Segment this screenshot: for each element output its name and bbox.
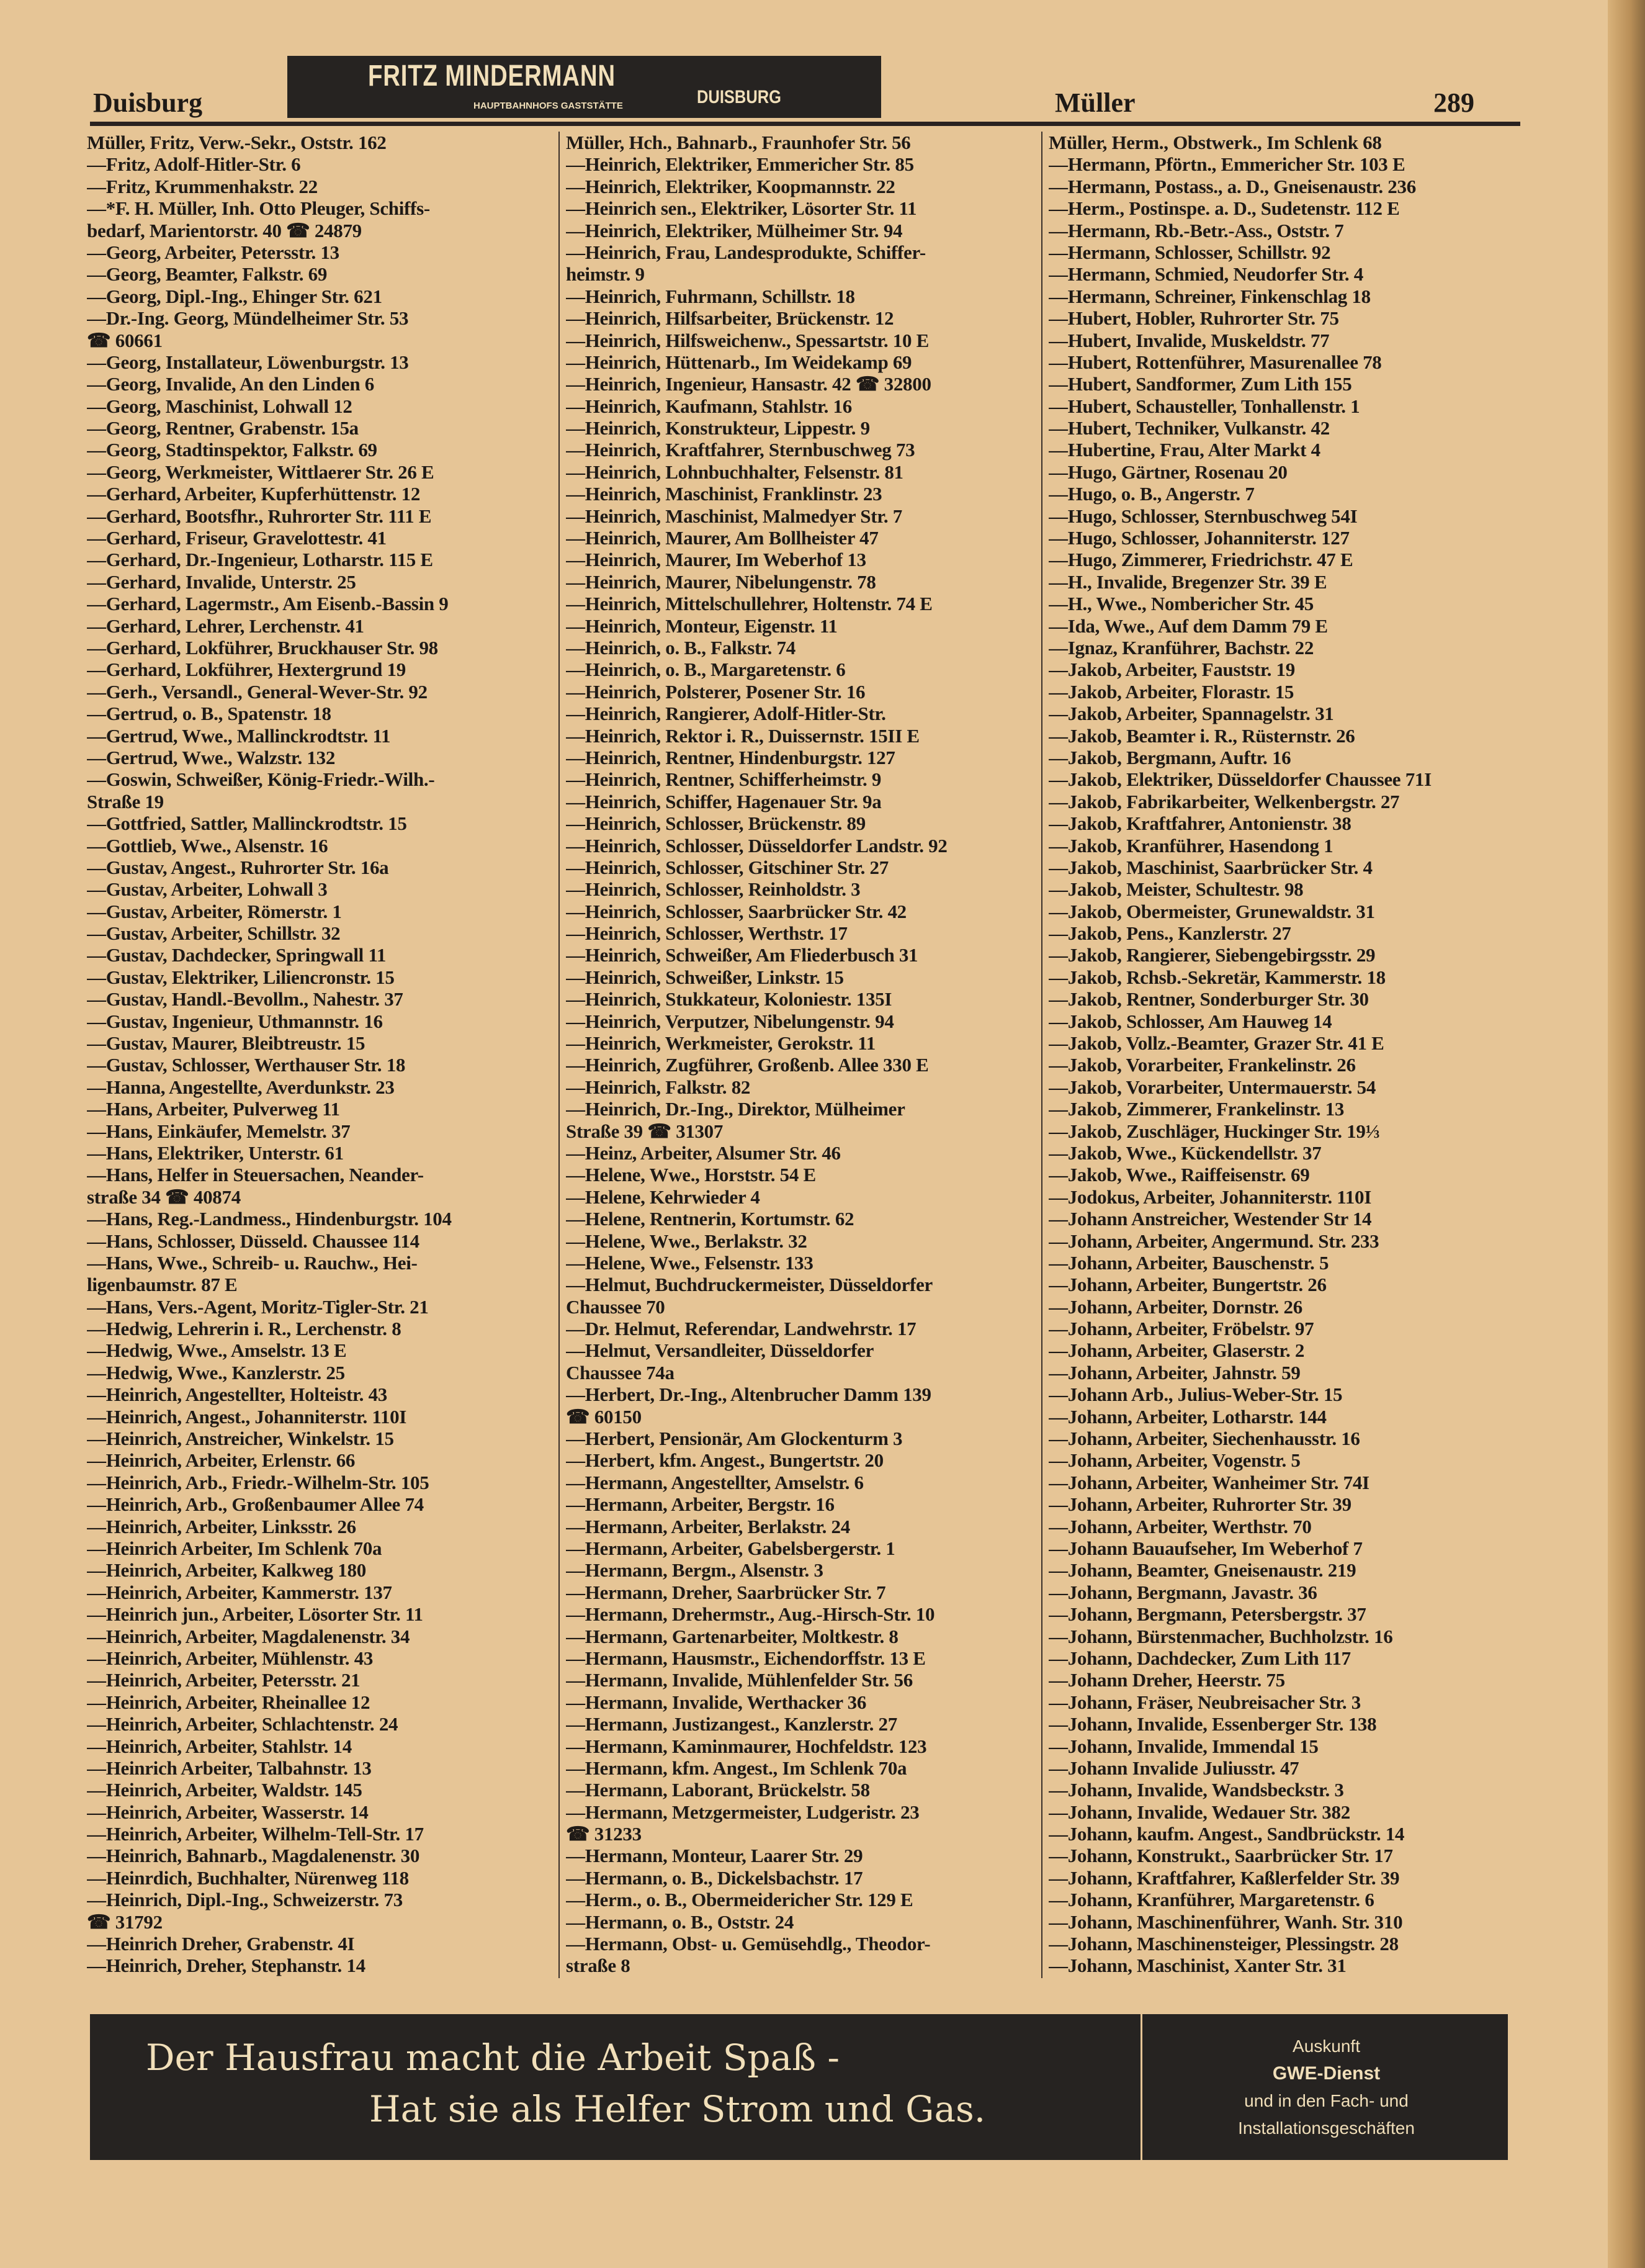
directory-entry-line: —Jakob, Schlosser, Am Hauweg 14 [1049,1010,1332,1032]
directory-entry-line: —Heinrich, Fuhrmann, Schillstr. 18 [566,285,855,307]
directory-entry-line: —Herbert, Pensionär, Am Glockenturm 3 [566,1428,903,1450]
directory-entry-line: —Johann, Arbeiter, Dornstr. 26 [1049,1295,1302,1318]
directory-entry-line: —Heinrich, Polsterer, Posener Str. 16 [566,680,866,703]
directory-entry-line: ☎ 60150 [566,1405,642,1428]
directory-entry-line: —Johann, Maschinist, Xanter Str. 31 [1049,1955,1347,1977]
ad-info [1145,2033,1508,2142]
directory-entry-line: —Hans, Schlosser, Düsseld. Chaussee 114 [87,1230,419,1252]
directory-entry-line: —Heinrich, Kraftfahrer, Sternbuschweg 73 [566,439,915,461]
directory-entry-line: —Heinrich, Hilfsarbeiter, Brückenstr. 12 [566,307,894,330]
directory-entry-line: ☎ 60661 [87,329,163,351]
directory-entry-line: —Johann, Invalide, Wedauer Str. 382 [1049,1801,1350,1823]
directory-entry-line: —Heinrich, Stukkateur, Koloniestr. 135I [566,988,892,1010]
directory-entry-line: —Heinrich, Schlosser, Brückenstr. 89 [566,812,866,835]
directory-entry-line: —Heinrich, Werkmeister, Gerokstr. 11 [566,1032,876,1055]
directory-entry-line: —Hans, Einkäufer, Memelstr. 37 [87,1120,351,1142]
directory-entry-line: —H., Wwe., Nombericher Str. 45 [1049,593,1314,615]
directory-entry-line: —Heinrich Arbeiter, Im Schlenk 70a [87,1537,382,1559]
directory-entry-line: —Gerh., Versandl., General-Wever-Str. 92 [87,680,428,703]
directory-entry-line: —Gustav, Elektriker, Liliencronstr. 15 [87,966,395,988]
page-edge [1608,0,1645,2268]
directory-entry-line: —Heinrich, Schlosser, Reinholdstr. 3 [566,878,861,901]
directory-entry-line: —Helene, Wwe., Felsenstr. 133 [566,1251,814,1274]
ad-info-line3: und in den Fach- und [1244,2091,1409,2110]
directory-entry-line: —Heinrich sen., Elektriker, Lösorter Str. 11 [566,197,917,220]
directory-entry-line: —Jakob, Rentner, Sonderburger Str. 30 [1049,988,1369,1010]
directory-entry-line: —Georg, Stadtinspektor, Falkstr. 69 [87,439,377,461]
directory-entry-line: —Hermann, Kaminmaurer, Hochfeldstr. 123 [566,1735,927,1757]
directory-entry-line: —Helene, Kehrwieder 4 [566,1186,760,1208]
directory-entry-line: ☎ 31233 [566,1823,642,1845]
directory-entry-line: —Heinrich, Schiffer, Hagenauer Str. 9a [566,790,882,812]
directory-entry-line: —Heinrich, Schlosser, Düsseldorfer Landstr. 92 [566,834,948,857]
directory-entry-line: —Jakob, Elektriker, Düsseldorfer Chaussee 71I [1049,768,1432,791]
directory-entry-line: —Georg, Installateur, Löwenburgstr. 13 [87,351,409,373]
directory-entry-line: —Jakob, Arbeiter, Florastr. 15 [1049,680,1294,703]
directory-entry-line: —Hermann, Schmied, Neudorfer Str. 4 [1049,263,1364,286]
directory-entry-line: bedarf, Marientorstr. 40 ☎ 24879 [87,219,362,241]
header-rule [90,122,1520,126]
directory-entry-line: —Jakob, Vollz.-Beamter, Grazer Str. 41 E [1049,1032,1384,1055]
directory-entry-line: —Hans, Elektriker, Unterstr. 61 [87,1141,344,1164]
logo-advertisement [287,56,881,118]
directory-entry-line: —Heinrich, Frau, Landesprodukte, Schiffer- [566,241,926,263]
directory-entry-line: —Gerhard, Invalide, Unterstr. 25 [87,570,356,593]
directory-entry-line: —Heinrich, Arbeiter, Mühlenstr. 43 [87,1647,374,1669]
directory-entry-line: —Jodokus, Arbeiter, Johanniterstr. 110I [1049,1186,1371,1208]
logo-city: DUISBURG [697,87,782,107]
directory-entry-line: —Jakob, Kraftfahrer, Antonienstr. 38 [1049,812,1351,835]
directory-entry-line: —Ida, Wwe., Auf dem Damm 79 E [1049,614,1328,637]
directory-entry-line: Müller, Herm., Obstwerk., Im Schlenk 68 [1049,132,1382,153]
directory-entry-line: —Jakob, Arbeiter, Fauststr. 19 [1049,659,1295,681]
directory-entry-line: —Gerhard, Friseur, Gravelottestr. 41 [87,527,387,549]
directory-entry-line: —Heinrich, Verputzer, Nibelungenstr. 94 [566,1010,894,1032]
column-divider [558,132,560,1978]
directory-entry-line: —Hermann, Pförtn., Emmericher Str. 103 E [1049,153,1405,176]
column-divider [1041,132,1042,1978]
directory-entry-line: —Heinrich, Hilfsweichenw., Spessartstr. 10 E [566,329,929,351]
directory-entry-line: —Hermann, Schreiner, Finkenschlag 18 [1049,285,1371,307]
directory-entry-line: —Hermann, kfm. Angest., Im Schlenk 70a [566,1757,907,1779]
directory-entry-line: —Herbert, kfm. Angest., Bungertstr. 20 [566,1449,884,1472]
directory-entry-line: —Hermann, Metzgermeister, Ludgeristr. 23 [566,1801,920,1823]
ad-slogan-line-1: Der Hausfrau macht die Arbeit Spaß - [146,2036,840,2079]
directory-entry-line: —Heinrich, Rangierer, Adolf-Hitler-Str. [566,703,886,725]
directory-entry-line: —Johann, Arbeiter, Lotharstr. 144 [1049,1405,1327,1428]
directory-entry-line: —H., Invalide, Bregenzer Str. 39 E [1049,570,1327,593]
directory-entry-line: —Johann, Arbeiter, Ruhrorter Str. 39 [1049,1493,1351,1516]
ad-info-name [1145,2060,1508,2087]
directory-entry-line: —Heinz, Arbeiter, Alsumer Str. 46 [566,1141,841,1164]
directory-entry-line: —Gustav, Angest., Ruhrorter Str. 16a [87,856,389,878]
directory-entry-line: —Fritz, Krummenhakstr. 22 [87,175,318,197]
directory-entry-line: —Heinrich, Arb., Friedr.-Wilhelm-Str. 105 [87,1471,429,1493]
directory-entry-line: —Herm., Postinspe. a. D., Sudetenstr. 112 E [1049,197,1400,220]
directory-entry-line: —Helene, Rentnerin, Kortumstr. 62 [566,1208,854,1230]
directory-entry-line: —Johann, Maschinensteiger, Plessingstr. 28 [1049,1933,1399,1955]
directory-entry-line: —Johann Dreher, Heerstr. 75 [1049,1669,1285,1691]
directory-entry-line: —Heinrich, Arbeiter, Kalkweg 180 [87,1559,366,1582]
directory-entry-line: —Gustav, Maurer, Bleibtreustr. 15 [87,1032,365,1055]
directory-entry-line: —Hermann, Drehermstr., Aug.-Hirsch-Str. 10 [566,1603,935,1626]
directory-entry-line: —Heinrich, Anstreicher, Winkelstr. 15 [87,1428,394,1450]
directory-entry-line: —Hubert, Schausteller, Tonhallenstr. 1 [1049,395,1360,417]
directory-entry-line: —Hans, Helfer in Steuersachen, Neander- [87,1164,424,1186]
directory-entry-line: —Heinrich, Bahnarb., Magdalenenstr. 30 [87,1845,420,1867]
directory-entry-line: —Helene, Wwe., Berlakstr. 32 [566,1230,807,1252]
directory-entry-line: —Gustav, Arbeiter, Schillstr. 32 [87,922,341,945]
directory-entry-line: —Gerhard, Dr.-Ingenieur, Lotharstr. 115 E [87,549,433,571]
directory-entry-line: —Johann Arb., Julius-Weber-Str. 15 [1049,1384,1343,1406]
directory-entry-line: Müller, Fritz, Verw.-Sekr., Oststr. 162 [87,132,387,153]
directory-entry-line: —Heinrich, Arbeiter, Kammerstr. 137 [87,1581,392,1603]
directory-entry-line: —Johann, Beamter, Gneisenaustr. 219 [1049,1559,1356,1582]
directory-entry-line: —Johann, Arbeiter, Angermund. Str. 233 [1049,1230,1379,1252]
directory-entry-line: —Hans, Arbeiter, Pulverweg 11 [87,1098,340,1120]
ad-slogan-line-2: Hat sie als Helfer Strom und Gas. [369,2088,986,2130]
directory-entry-line: —Gottlieb, Wwe., Alsenstr. 16 [87,834,328,857]
directory-entry-line: —Hubert, Rottenführer, Masurenallee 78 [1049,351,1382,373]
logo-name: FRITZ MINDERMANN [368,60,616,92]
directory-entry-line: —Herm., o. B., Obermeidericher Str. 129 E [566,1889,913,1911]
directory-entry-line: —Johann, Konstrukt., Saarbrücker Str. 17 [1049,1845,1393,1867]
directory-entry-line: —Heinrich, Ingenieur, Hansastr. 42 ☎ 32800 [566,373,931,395]
directory-entry-line: —Jakob, Rchsb.-Sekretär, Kammerstr. 18 [1049,966,1386,988]
directory-entry-line: —Gerhard, Lokführer, Bruckhauser Str. 98 [87,636,438,659]
directory-entry-line: —Johann, Invalide, Essenberger Str. 138 [1049,1713,1377,1735]
directory-entry-line: —Johann, Invalide, Wandsbeckstr. 3 [1049,1779,1344,1801]
directory-entry-line: ☎ 31792 [87,1910,163,1933]
directory-entry-line: —Jakob, Vorarbeiter, Frankelinstr. 26 [1049,1054,1356,1076]
directory-entry-line: —Jakob, Rangierer, Siebengebirgsstr. 29 [1049,944,1376,966]
directory-entry-line: —Hans, Vers.-Agent, Moritz-Tigler-Str. 21 [87,1295,429,1318]
directory-entry-line: —Heinrich, Arb., Großenbaumer Allee 74 [87,1493,424,1516]
directory-entry-line: —Johann, Invalide, Immendal 15 [1049,1735,1319,1757]
directory-entry-line: —Georg, Beamter, Falkstr. 69 [87,263,328,286]
directory-entry-line: —Heinrich Dreher, Grabenstr. 4I [87,1933,355,1955]
directory-entry-line: —Georg, Rentner, Grabenstr. 15a [87,417,359,439]
directory-entry-line: —Johann, Arbeiter, Bauschenstr. 5 [1049,1251,1329,1274]
directory-entry-line: —Hermann, o. B., Dickelsbachstr. 17 [566,1866,863,1889]
directory-entry-line: —Heinrich, Angestellter, Holteistr. 43 [87,1384,387,1406]
directory-entry-line: —Heinrich, Hüttenarb., Im Weidekamp 69 [566,351,912,373]
directory-entry-line: —Heinrich, Schlosser, Saarbrücker Str. 42 [566,900,907,922]
directory-entry-line: —Hubertine, Frau, Alter Markt 4 [1049,439,1320,461]
directory-entry-line: —Johann, Arbeiter, Wanheimer Str. 74I [1049,1471,1369,1493]
directory-entry-line: —Dr. Helmut, Referendar, Landwehrstr. 17 [566,1318,917,1340]
directory-entry-line: —Johann, Bürstenmacher, Buchholzstr. 16 [1049,1625,1393,1647]
directory-entry-line: —Gustav, Handl.-Bevollm., Nahestr. 37 [87,988,403,1010]
directory-entry-line: —Hermann, Hausmstr., Eichendorffstr. 13 E [566,1647,926,1669]
directory-entry-line: —Helmut, Buchdruckermeister, Düsseldorfer [566,1274,933,1296]
directory-entry-line: —Johann, Bergmann, Petersbergstr. 37 [1049,1603,1366,1626]
directory-entry-line: —Heinrich, Maschinist, Franklinstr. 23 [566,483,882,505]
directory-entry-line: —Heinrich, Arbeiter, Wilhelm-Tell-Str. 17 [87,1823,424,1845]
directory-entry-line: —Johann, Arbeiter, Glaserstr. 2 [1049,1339,1305,1362]
directory-entry-line: —Hermann, Rb.-Betr.-Ass., Oststr. 7 [1049,219,1344,241]
directory-entry-line: —Jakob, Beamter i. R., Rüsternstr. 26 [1049,724,1355,747]
page-number: 289 [1433,88,1474,118]
directory-entry-line: —Hedwig, Wwe., Kanzlerstr. 25 [87,1361,345,1384]
directory-entry-line: —Heinrich, Schweißer, Am Fliederbusch 31 [566,944,918,966]
directory-entry-line: —Jakob, Wwe., Raiffeisenstr. 69 [1049,1164,1310,1186]
directory-entry-line: —Georg, Invalide, An den Linden 6 [87,373,374,395]
directory-entry-line: —Johann, Arbeiter, Werthstr. 70 [1049,1515,1312,1537]
directory-entry-line: —Herbert, Dr.-Ing., Altenbrucher Damm 139 [566,1384,931,1406]
directory-entry-line: —Hermann, Angestellter, Amselstr. 6 [566,1471,864,1493]
directory-entry-line: —Hermann, Arbeiter, Bergstr. 16 [566,1493,835,1516]
directory-entry-line: —Jakob, Zuschläger, Huckinger Str. 19⅓ [1049,1120,1380,1142]
directory-entry-line: —Johann, Arbeiter, Siechenhausstr. 16 [1049,1428,1360,1450]
directory-entry-line: —Jakob, Fabrikarbeiter, Welkenbergstr. 27 [1049,790,1400,812]
directory-entry-line: —Hermann, Schlosser, Schillstr. 92 [1049,241,1331,263]
directory-entry-line: ligenbaumstr. 87 E [87,1274,238,1296]
directory-entry-line: —Gustav, Dachdecker, Springwall 11 [87,944,387,966]
column-1 [87,132,558,1977]
directory-entry-line: —Gertrud, o. B., Spatenstr. 18 [87,703,331,725]
directory-entry-line: —Heinrich, Maurer, Am Bollheister 47 [566,527,879,549]
directory-entry-line: —Hugo, Gärtner, Rosenau 20 [1049,461,1288,483]
directory-entry-line: —Heinrich, Schweißer, Linkstr. 15 [566,966,844,988]
directory-entry-line: —Gustav, Arbeiter, Römerstr. 1 [87,900,342,922]
directory-entry-line: straße 8 [566,1955,630,1977]
directory-entry-line: —Hermann, Obst- u. Gemüsehdlg., Theodor- [566,1933,931,1955]
directory-entry-line: —Johann, Kraftfahrer, Kaßlerfelder Str. 39 [1049,1866,1400,1889]
directory-entry-line: Straße 39 ☎ 31307 [566,1120,724,1142]
directory-entry-line: —Heinrich, Maschinist, Malmedyer Str. 7 [566,505,902,527]
directory-entry-line: —Hugo, o. B., Angerstr. 7 [1049,483,1255,505]
directory-entry-line: —Goswin, Schweißer, König-Friedr.-Wilh.- [87,768,435,791]
directory-entry-line: Chaussee 74a [566,1361,675,1384]
directory-entry-line: —Hubert, Sandformer, Zum Lith 155 [1049,373,1352,395]
directory-entry-line: —Heinrich jun., Arbeiter, Lösorter Str. 11 [87,1603,423,1626]
directory-entry-line: —Heinrich, Konstrukteur, Lippestr. 9 [566,417,870,439]
directory-entry-line: —Heinrich, Arbeiter, Stahlstr. 14 [87,1735,352,1757]
directory-entry-line: —Hedwig, Lehrerin i. R., Lerchenstr. 8 [87,1318,401,1340]
directory-entry-line: —Johann, Arbeiter, Vogenstr. 5 [1049,1449,1301,1472]
directory-entry-line: —Helene, Wwe., Horststr. 54 E [566,1164,816,1186]
directory-entry-line: —Gustav, Arbeiter, Lohwall 3 [87,878,328,901]
directory-entry-line: —Georg, Arbeiter, Petersstr. 13 [87,241,339,263]
directory-entry-line: —Ignaz, Kranführer, Bachstr. 22 [1049,636,1314,659]
directory-entry-line: heimstr. 9 [566,263,645,286]
directory-entry-line: Straße 19 [87,790,164,812]
directory-entry-line: straße 34 ☎ 40874 [87,1186,241,1208]
directory-entry-line: —Hermann, Arbeiter, Berlakstr. 24 [566,1515,850,1537]
directory-entry-line: —Heinrich, Arbeiter, Linksstr. 26 [87,1515,356,1537]
directory-entry-line: —Jakob, Vorarbeiter, Untermauerstr. 54 [1049,1076,1376,1098]
directory-entry-line: —Georg, Maschinist, Lohwall 12 [87,395,352,417]
directory-entry-line: —Hermann, o. B., Oststr. 24 [566,1910,794,1933]
directory-entry-line: —Hugo, Schlosser, Sternbuschweg 54I [1049,505,1358,527]
directory-entry-line: —Heinrich, Zugführer, Großenb. Allee 330 E [566,1054,929,1076]
directory-entry-line: —Heinrich, Falkstr. 82 [566,1076,751,1098]
directory-entry-line: —Heinrich, o. B., Falkstr. 74 [566,636,796,659]
directory-entry-line: —Heinrich, Mittelschullehrer, Holtenstr. 74 E [566,593,933,615]
directory-entry-line: —Heinrich, Dipl.-Ing., Schweizerstr. 73 [87,1889,403,1911]
directory-entry-line: —Johann Bauaufseher, Im Weberhof 7 [1049,1537,1363,1559]
directory-entry-line: —Gerhard, Bootsfhr., Ruhrorter Str. 111 E [87,505,432,527]
directory-entry-line: —Heinrich, Arbeiter, Rheinallee 12 [87,1691,370,1713]
directory-entry-line: —Hermann, Bergm., Alsenstr. 3 [566,1559,823,1582]
directory-entry-line: —Gertrud, Wwe., Mallinckrodtstr. 11 [87,724,391,747]
directory-entry-line: —Hermann, Gartenarbeiter, Moltkestr. 8 [566,1625,899,1647]
directory-entry-line: —Dr.-Ing. Georg, Mündelheimer Str. 53 [87,307,409,330]
directory-entry-line: —Heinrich Arbeiter, Talbahnstr. 13 [87,1757,372,1779]
directory-entry-line: —Jakob, Bergmann, Auftr. 16 [1049,746,1291,768]
directory-entry-line: —Gertrud, Wwe., Walzstr. 132 [87,746,336,768]
directory-entry-line: —Helmut, Versandleiter, Düsseldorfer [566,1339,874,1362]
directory-entry-line: —Heinrich, Maurer, Im Weberhof 13 [566,549,866,571]
directory-entry-line: —Heinrich, Arbeiter, Schlachtenstr. 24 [87,1713,398,1735]
directory-entry-line: —Gerhard, Lokführer, Hextergrund 19 [87,659,406,681]
directory-entry-line: —Heinrich, Schlosser, Werthstr. 17 [566,922,848,945]
directory-entry-line: —Heinrich, Arbeiter, Magdalenenstr. 34 [87,1625,410,1647]
directory-entry-line: —Johann, Fräser, Neubreisacher Str. 3 [1049,1691,1361,1713]
directory-entry-line: —Gerhard, Arbeiter, Kupferhüttenstr. 12 [87,483,421,505]
directory-entry-line: —Jakob, Zimmerer, Frankelinstr. 13 [1049,1098,1345,1120]
directory-entry-line: —Heinrich, Dr.-Ing., Direktor, Mülheimer [566,1098,905,1120]
header-city: Duisburg [93,88,203,118]
directory-entry-line: —Fritz, Adolf-Hitler-Str. 6 [87,153,301,176]
directory-entry-line: —Gerhard, Lagermstr., Am Eisenb.-Bassin 9 [87,593,449,615]
directory-entry-line: —Heinrich, Arbeiter, Petersstr. 21 [87,1669,361,1691]
directory-entry-line: —Jakob, Pens., Kanzlerstr. 27 [1049,922,1291,945]
header-section: Müller [1055,88,1136,118]
directory-entry-line: —Heinrdich, Buchhalter, Nürenweg 118 [87,1866,409,1889]
directory-entry-line: —Jakob, Wwe., Kückendellstr. 37 [1049,1141,1322,1164]
directory-entry-line: —Hermann, Dreher, Saarbrücker Str. 7 [566,1581,886,1603]
directory-entry-line: —Hermann, Arbeiter, Gabelsbergerstr. 1 [566,1537,895,1559]
directory-entry-line: —Johann, Arbeiter, Jahnstr. 59 [1049,1361,1301,1384]
directory-entry-line: Chaussee 70 [566,1295,665,1318]
directory-entry-line: —Johann, Kranführer, Margaretenstr. 6 [1049,1889,1374,1911]
directory-entry-line: —Heinrich, Elektriker, Koopmannstr. 22 [566,175,895,197]
directory-entry-line: —Heinrich, Rentner, Hindenburgstr. 127 [566,746,895,768]
directory-entry-line: —Heinrich, Kaufmann, Stahlstr. 16 [566,395,852,417]
column-3 [1049,132,1520,1977]
directory-entry-line: —Johann, Arbeiter, Fröbelstr. 97 [1049,1318,1314,1340]
directory-entry-line: —Gustav, Schlosser, Werthauser Str. 18 [87,1054,406,1076]
logo-subtitle: HAUPTBAHNHOFS GASTSTÄTTE [473,101,623,111]
directory-entry-line: —Heinrich, Angest., Johanniterstr. 110I [87,1405,407,1428]
directory-entry-line: —Jakob, Meister, Schultestr. 98 [1049,878,1304,901]
directory-entry-line: —Heinrich, Elektriker, Emmericher Str. 85 [566,153,914,176]
ad-info-name-text: GWE-Dienst [1272,2063,1381,2084]
directory-entry-line: —Hermann, Postass., a. D., Gneisenaustr. 236 [1049,175,1416,197]
directory-entry-line: —Hermann, Justizangest., Kanzlerstr. 27 [566,1713,897,1735]
directory-entry-line: —Jakob, Kranführer, Hasendong 1 [1049,834,1333,857]
directory-entry-line: —Heinrich, Dreher, Stephanstr. 14 [87,1955,365,1977]
directory-entry-line: —Jakob, Arbeiter, Spannagelstr. 31 [1049,703,1334,725]
directory-entry-line: —Heinrich, Arbeiter, Erlenstr. 66 [87,1449,356,1472]
directory-entry-line: —Hugo, Schlosser, Johanniterstr. 127 [1049,527,1350,549]
directory-entry-line: —Hugo, Zimmerer, Friedrichstr. 47 E [1049,549,1353,571]
directory-entry-line: —Hermann, Laborant, Brückelstr. 58 [566,1779,870,1801]
directory-entry-line: —Jakob, Obermeister, Grunewaldstr. 31 [1049,900,1375,922]
column-2 [566,132,1038,1977]
directory-entry-line: —Heinrich, Rektor i. R., Duissernstr. 15II E [566,724,920,747]
directory-entry-line: —Johann, Dachdecker, Zum Lith 117 [1049,1647,1351,1669]
directory-entry-line: —Hubert, Techniker, Vulkanstr. 42 [1049,417,1330,439]
directory-entry-line: —Heinrich, Elektriker, Mülheimer Str. 94 [566,219,903,241]
directory-entry-line: —Jakob, Maschinist, Saarbrücker Str. 4 [1049,856,1373,878]
directory-entry-line: —Johann, Bergmann, Javastr. 36 [1049,1581,1317,1603]
directory-entry-line: —Heinrich, o. B., Margaretenstr. 6 [566,659,846,681]
bottom-advertisement [90,2014,1508,2160]
directory-entry-line: —*F. H. Müller, Inh. Otto Pleuger, Schiffs- [87,197,430,220]
directory-entry-line: —Johann Anstreicher, Westender Str 14 [1049,1208,1372,1230]
directory-entry-line: —Heinrich, Rentner, Schifferheimstr. 9 [566,768,882,791]
directory-entry-line: —Heinrich, Monteur, Eigenstr. 11 [566,614,838,637]
directory-entry-line: —Hanna, Angestellte, Averdunkstr. 23 [87,1076,395,1098]
ad-info-label: Auskunft [1293,2036,1360,2056]
directory-entry-line: —Hermann, Monteur, Laarer Str. 29 [566,1845,863,1867]
directory-entry-line: —Hermann, Invalide, Mühlenfelder Str. 56 [566,1669,913,1691]
directory-entry-line: —Heinrich, Arbeiter, Wasserstr. 14 [87,1801,369,1823]
directory-entry-line: —Heinrich, Lohnbuchhalter, Felsenstr. 81 [566,461,903,483]
directory-entry-line: —Hedwig, Wwe., Amselstr. 13 E [87,1339,347,1362]
directory-entry-line: Müller, Hch., Bahnarb., Fraunhofer Str. 56 [566,132,911,153]
ad-divider [1141,2014,1142,2160]
directory-entry-line: —Johann Invalide Juliusstr. 47 [1049,1757,1299,1779]
directory-entry-line: —Gerhard, Lehrer, Lerchenstr. 41 [87,614,364,637]
directory-entry-line: —Gottfried, Sattler, Mallinckrodtstr. 15 [87,812,407,835]
directory-entry-line: —Johann, kaufm. Angest., Sandbrückstr. 14 [1049,1823,1405,1845]
directory-entry-line: —Hermann, Invalide, Werthacker 36 [566,1691,867,1713]
directory-entry-line: —Heinrich, Maurer, Nibelungenstr. 78 [566,570,876,593]
directory-entry-line: —Heinrich, Arbeiter, Waldstr. 145 [87,1779,362,1801]
directory-entry-line: —Gustav, Ingenieur, Uthmannstr. 16 [87,1010,383,1032]
directory-entry-line: —Johann, Arbeiter, Bungertstr. 26 [1049,1274,1327,1296]
directory-entry-line: —Johann, Maschinenführer, Wanh. Str. 310 [1049,1910,1403,1933]
directory-entry-line: —Hans, Reg.-Landmess., Hindenburgstr. 104 [87,1208,452,1230]
directory-entry-line: —Hubert, Invalide, Muskeldstr. 77 [1049,329,1330,351]
ad-info-line4: Installationsgeschäften [1238,2118,1415,2138]
directory-entry-line: —Georg, Werkmeister, Wittlaerer Str. 26 E [87,461,434,483]
directory-entry-line: —Georg, Dipl.-Ing., Ehinger Str. 621 [87,285,382,307]
directory-entry-line: —Hans, Wwe., Schreib- u. Rauchw., Hei- [87,1251,418,1274]
directory-entry-line: —Hubert, Hobler, Ruhrorter Str. 75 [1049,307,1339,330]
directory-entry-line: —Heinrich, Schlosser, Gitschiner Str. 27 [566,856,889,878]
